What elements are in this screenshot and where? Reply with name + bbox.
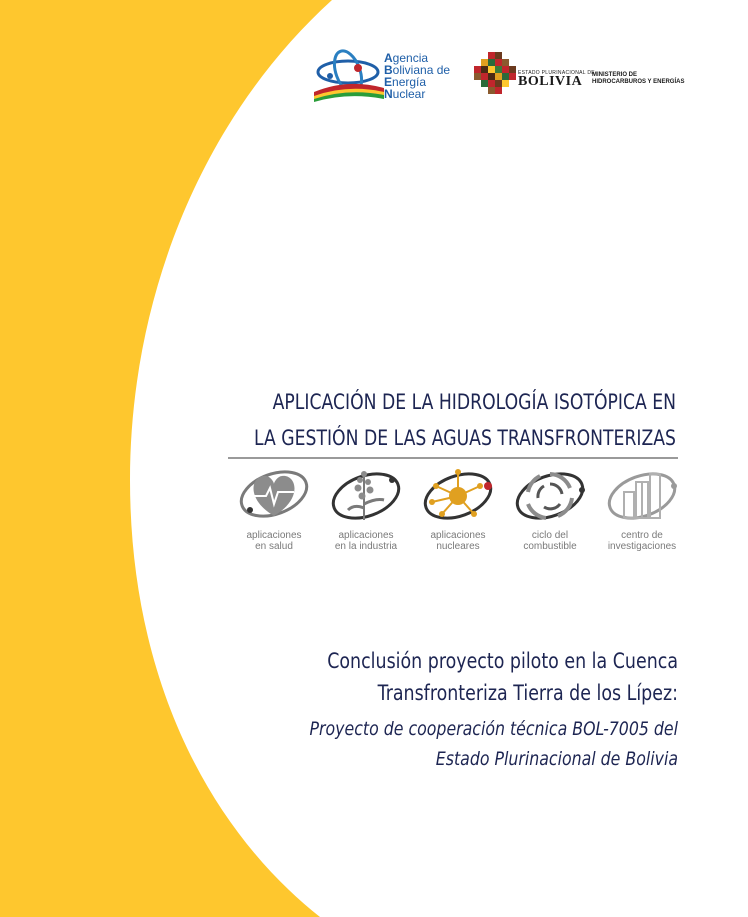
main-title — [184, 384, 676, 456]
icon-label-fuel-cycle-2: combustible — [523, 541, 577, 552]
icon-fuel-cycle — [504, 464, 594, 560]
abeon-cap-a: A — [384, 51, 393, 65]
nuclear-icon — [418, 464, 498, 528]
abeon-rest-4: uclear — [392, 87, 426, 101]
icon-nuclear — [412, 464, 502, 560]
subtitle-line-4: Estado Plurinacional de Bolivia — [435, 748, 678, 770]
icon-label-research-2: investigaciones — [607, 541, 677, 552]
industry-icon — [326, 464, 406, 528]
icon-industry — [320, 464, 410, 560]
icon-label-nuclear — [412, 530, 504, 552]
subtitle-line-2: Transfronteriza Tierra de los Lípez: — [377, 681, 678, 705]
icon-label-industry — [320, 530, 412, 552]
icon-research — [596, 464, 686, 560]
title-line-2: LA GESTIÓN DE LAS AGUAS TRANSFRONTERIZAS — [254, 426, 676, 450]
subtitle — [163, 645, 678, 709]
research-center-icon — [602, 464, 682, 528]
header-logos — [312, 48, 692, 108]
abeon-atom-logo — [312, 48, 387, 102]
abeon-name — [384, 52, 450, 100]
application-icons — [228, 464, 688, 560]
icon-label-health-1: aplicaciones — [246, 530, 302, 541]
icon-label-nuclear-2: nucleares — [436, 541, 480, 552]
subtitle-line-1: Conclusión proyecto piloto en la Cuenca — [327, 649, 678, 673]
health-icon — [234, 464, 314, 528]
bolivia-mosaic-logo — [474, 52, 516, 98]
icon-label-nuclear-1: aplicaciones — [430, 530, 486, 541]
icon-label-research-1: centro de — [621, 530, 663, 541]
estado-text: ESTADO PLURINACIONAL DE — [518, 70, 595, 76]
abeon-rest-3: nergía — [392, 75, 427, 89]
icon-label-health-2: en salud — [255, 541, 293, 552]
title-line-1: APLICACIÓN DE LA HIDROLOGÍA ISOTÓPICA EN — [272, 390, 676, 414]
subtitle-line-3: Proyecto de cooperación técnica BOL-7005 del — [309, 718, 678, 740]
ministerio-line-2: HIDROCARBUROS Y ENERGÍAS — [592, 79, 685, 85]
abeon-cap-b: B — [384, 63, 393, 77]
ministerio-line-1: MINISTERIO DE — [592, 72, 638, 78]
icon-label-industry-2: en la industria — [334, 541, 398, 552]
icon-label-research — [596, 530, 688, 552]
ministerio-text — [592, 72, 692, 86]
bolivia-text: BOLIVIA — [518, 74, 583, 89]
abeon-cap-e: E — [384, 75, 393, 89]
abeon-rest-1: gencia — [392, 51, 429, 65]
fuel-cycle-icon — [510, 464, 590, 528]
icon-health — [228, 464, 318, 560]
icon-label-fuel-cycle — [504, 530, 596, 552]
subtitle-project — [163, 714, 678, 774]
icon-label-industry-1: aplicaciones — [338, 530, 394, 541]
icon-label-fuel-cycle-1: ciclo del — [531, 530, 569, 541]
icon-label-health — [228, 530, 320, 552]
abeon-rest-2: oliviana de — [392, 63, 451, 77]
title-divider — [228, 457, 678, 459]
abeon-cap-n: N — [384, 87, 393, 101]
